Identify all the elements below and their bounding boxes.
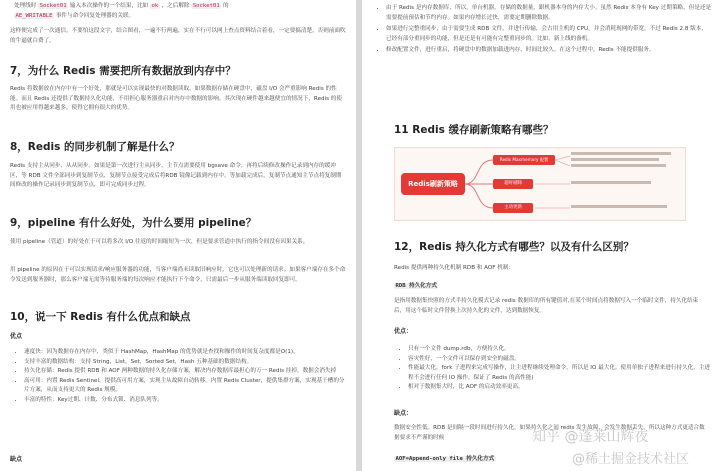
rdb-disadvantages-label: 缺点：: [394, 410, 413, 417]
paragraph: Redis 提供两种持久化机制 RDB 和 AOF 机制：: [394, 265, 515, 271]
text: 处理线时: [14, 3, 37, 9]
disadvantages-list: [372, 4, 712, 56]
aof-title: AOF=Append-only file 持久化方式: [395, 456, 495, 462]
right-page: [362, 0, 720, 471]
mindmap-branch-node: 超时剔除: [493, 179, 533, 189]
text: ，之后解除: [161, 3, 190, 9]
list-item: • 只有一个文件 dump.rdb，方便持久化。: [408, 345, 714, 355]
aof-subheading: [394, 455, 496, 464]
paragraph: Redis 将数据放在内存中有一个好处，那就是可以实现最快的对数据读取，如果数据存储在硬盘中，磁盘 I/O 会严重影响 Redis 的性能。而且 Redis 还提供了数据持久化功能，不用担心服务器重启对内存中数据的影响。其次现在硬件越来越便宜的情况下，Redis 的使用也被应用得越来越多，使得它拥有很大的优势。: [10, 86, 342, 112]
list-item: • 支持丰富的数据结构：支持 String，List，Set，Sorted Set，Hash 五种基础的数据结构。: [24, 358, 348, 368]
section-heading-9: 9，pipeline 有什么好处，为什么要用 pipeline？: [10, 217, 257, 229]
refresh-strategy-mindmap: [394, 147, 686, 221]
list-item: • 相对于数据集大时，比 AOF 的启动效率更高。: [408, 383, 714, 393]
code-inline: Socket01: [192, 3, 220, 9]
list-item: • 由于 Redis 是内存数据库，所以，单台机器，存储的数据量，跟机器本身的内存大小。虽然 Redis 本身有 Key 过期策略，但是还是需要提前预估和节约内存。如果内存增长过快，需要定期删除数据。: [386, 4, 712, 23]
list-item: • 丰富的特性：Key过期、计数、分布式锁、消息队列等。: [24, 396, 348, 406]
mindmap-center-node: Redis刷新策略: [401, 173, 465, 195]
list-item: • 容灾性好，一个文件可以保存到安全的磁盘。: [408, 355, 714, 365]
code-inline: AE_WRITABLE: [15, 12, 53, 19]
rdb-subheading: [394, 282, 438, 291]
left-page: [0, 0, 356, 471]
disadvantages-label: 缺点: [10, 456, 23, 463]
section-heading-12: 12，Redis 持久化方式有哪些？以及有什么区别？: [394, 241, 634, 253]
text: 的: [223, 3, 229, 9]
list-item: • 性能最大化，fork 子进程来完成写操作，让主进程继续处理命令，所以是 IO 最大化。使用单独子进程来进行持久化，主进程不会进行任何 IO 操作，保证了 Redis 的高性能): [408, 364, 714, 383]
watermark: 知乎 @蓬莱山辉夜: [532, 429, 649, 445]
rdb-title: RDB 持久化方式: [395, 283, 437, 289]
mindmap-branch-node: Redis Maxmemory 配置: [493, 155, 555, 165]
rdb-advantages-list: [394, 345, 714, 393]
list-item: • 修改配置文件，进行重启，将硬盘中的数据加载进内存，时间比较久。在这个过程中，Redis 不能提供服务。: [386, 46, 712, 56]
section-heading-11: 11 Redis 缓存刷新策略有哪些？: [394, 124, 554, 136]
text: 事件与命令回复处理器的关联。: [55, 12, 135, 19]
paragraph: 使用 pipeline（管道）的好处在于可以将多次 I/O 往返的时间缩短为一次，但是要求管道中执行的指令间没有因果关系。: [10, 239, 309, 245]
section-heading-8: 8，Redis 的同步机制了解是什么？: [10, 141, 180, 153]
paragraph: Redis 支持主从同步、从从同步。如果是第一次进行主从同步，主节点需要使用 bgsave 命令，再将后续修改操作记录到内存的缓冲区，等 RDB 文件全部同步到复制节点，复制节点接受完成后将RDB 镜像记载到内存中。等加载完成后，复制节点通知主节点将复制期间修改的操作记录同步到复制节点，即可完成同步过程。: [10, 163, 342, 189]
paragraph: 这样便完成了一次通信。不要怕这段文字，结合图看，一遍不行两遍，实在不行可以网上查点资料结合着看，一定要搞清楚，否则前面吹的牛逼就白费了。: [10, 28, 346, 44]
code-inline: Socket01: [39, 3, 67, 9]
rdb-advantages-label: 优点：: [394, 328, 413, 335]
watermark: @稀土掘金技术社区: [572, 452, 690, 467]
list-item: • 高可用：内置 Redis Sentinel，提供高可用方案，实现主从故障自动转移。内置 Redis Cluster，提供集群方案，实现基于槽的分片方案，从而支持更大的 Redis 规模。: [24, 377, 348, 396]
paragraph: 用 pipeline 的原因在于可以实现请求/响应服务器的功能，当客户端尚未读取旧响应时，它也可以处理新的请求。如果客户端存在多个命令发送到服务器时，那么客户端无需等待服务端的每次响应才能执行下个命令，只需最后一步从服务端读取回复即可。: [10, 267, 346, 283]
section-heading-10: 10，说一下 Redis 有什么优点和缺点: [10, 311, 191, 323]
list-item: • 如果进行完整重同步，由于需要生成 RDB 文件，并进行传输，会占用主机的 CPU，并会消耗现网的带宽。不过 Redis 2.8 版本，已经有部分重同步的功能，但是还是有可能有完整重同步的。比如，新上线的备机。: [386, 25, 712, 44]
paragraph: 是指用数据集快照的方式半持久化模式记录 redis 数据库的所有键值对,在某个时间点将数据写入一个临时文件，持久化结束后，用这个临时文件替换上次持久化的文件，达到数据恢复。: [394, 298, 699, 314]
advantages-label: 优点: [10, 333, 23, 340]
code-inline: ok: [151, 3, 159, 9]
list-item: • 持久化存储：Redis 提供 RDB 和 AOF 两种数据的持久化存储方案，解决内存数据库最担心的万一 Redis 挂掉，数据会消失掉: [24, 367, 348, 377]
advantages-list: [10, 348, 348, 406]
mindmap-branch-node: 主动更新: [493, 203, 533, 213]
list-item: • 速度快：因为数据存在内存中，类似于 HashMap，HashMap 的优势就是查找和操作的时间复杂度都是O(1)。: [24, 348, 348, 358]
section-heading-7: 7，为什么 Redis 需要把所有数据放到内存中？: [10, 65, 236, 77]
paragraph-socket: [14, 2, 344, 21]
paragraph: 数据安全性低。RDB 是间隔一段时间进行持久化，如果持久化之间 redis 发生故障，会发生数据丢失。所以这种方式更适合数据要求不严谨的时候: [394, 425, 705, 441]
text: 输入本次操作的一个结果，比如: [69, 3, 149, 9]
